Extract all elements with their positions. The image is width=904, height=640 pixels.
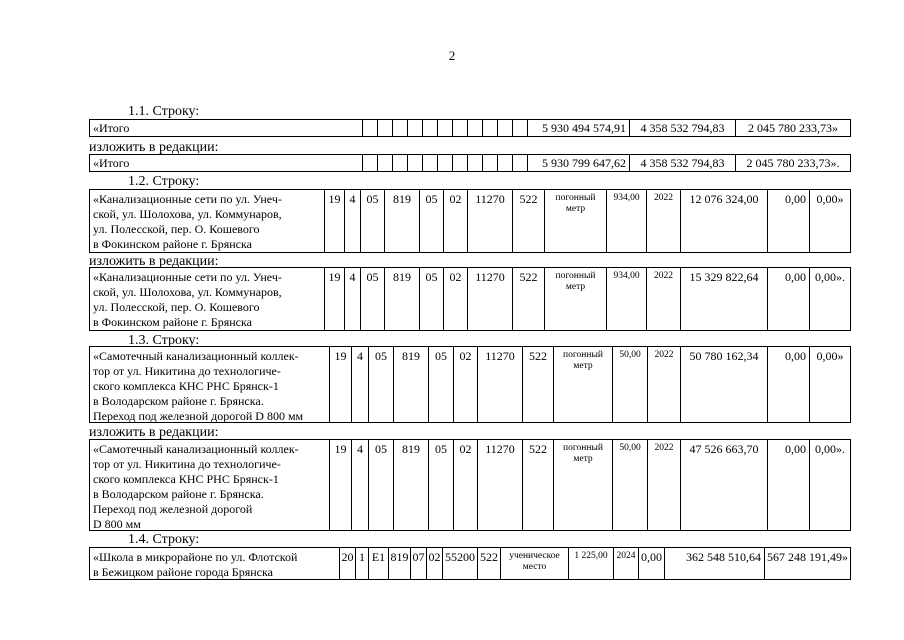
row-name [90,268,324,330]
code-cell: 05 [419,268,443,330]
row-name: «Итого [93,121,130,135]
code-cell: 55200 [442,548,477,579]
empty-cell [497,120,512,136]
unit-cell [553,440,612,530]
name-line: ского комплекса КНС РНС Брянск-1 [93,379,279,393]
name-line: «Канализационные сети по ул. Унеч- [93,270,282,284]
empty-cell [467,155,482,171]
table-row-kollektor-new [89,439,851,531]
row-name [90,440,329,530]
code-cell: 11270 [467,190,512,252]
empty-cell [482,155,497,171]
empty-cell [407,120,422,136]
total-cell: 5 930 494 574,91 [527,120,629,136]
code-cell: 522 [522,440,553,530]
row-name [90,347,329,422]
value-cell: 0,00 [767,190,809,252]
code-cell: 02 [443,190,467,252]
code-cell: 819 [388,548,410,579]
name-line: в Фокинском районе г. Брянска [93,237,252,251]
year2-cell: 2 045 780 233,73». [735,155,850,171]
sum-cell: 15 329 822,64 [680,268,767,330]
code-cell: 20 [339,548,355,579]
code-cell: 11270 [477,347,522,422]
table-row-kollektor-old [89,346,851,423]
section-heading-1-2: 1.2. Строку: [128,174,200,189]
name-line: тор от ул. Никитина до технологиче- [93,457,281,471]
name-line: тор от ул. Никитина до технологиче- [93,364,281,378]
value-cell: 0,00» [809,347,850,422]
code-cell: 05 [368,440,393,530]
code-cell: 19 [329,347,351,422]
code-cell: 07 [410,548,426,579]
year-cell: 2022 [646,190,680,252]
value-cell: 0,00 [767,268,809,330]
empty-cell [482,120,497,136]
unit-cell [553,347,612,422]
code-cell: 522 [477,548,500,579]
code-cell: 05 [419,190,443,252]
value-cell: 0,00» [809,190,850,252]
empty-cell [437,120,452,136]
empty-cell [467,120,482,136]
section-heading-1-1: 1.1. Строку: [128,104,200,119]
name-line: «Школа в микрорайоне по ул. Флотской [93,550,298,564]
empty-cell [512,155,527,171]
unit-line: погонный [563,350,603,360]
value-cell: 0,00 [638,548,664,579]
code-cell: 4 [351,347,368,422]
empty-cell [452,155,467,171]
code-cell: 4 [351,440,368,530]
code-cell: 4 [344,190,360,252]
name-line: D 800 мм [93,517,141,530]
value-cell: 0,00 [767,347,809,422]
section-heading-1-3: 1.3. Строку: [128,333,200,348]
row-name: «Итого [93,156,130,170]
empty-cell [452,120,467,136]
qty-cell: 1 225,00 [568,548,613,579]
name-line: в Володарском районе г. Брянска. [93,487,264,501]
code-cell: 19 [329,440,351,530]
unit-line: погонный [555,271,596,281]
empty-cell [362,120,377,136]
code-cell: 02 [453,440,477,530]
code-cell: 11270 [467,268,512,330]
section-heading-1-4: 1.4. Строку: [128,532,200,547]
sum-cell: 362 548 510,64 [664,548,764,579]
name-line: в Фокинском районе г. Брянска [93,315,252,329]
code-cell: 02 [426,548,442,579]
code-cell: 819 [393,347,428,422]
code-cell: 522 [522,347,553,422]
row-name [90,548,339,579]
unit-line: погонный [555,193,596,203]
value-cell: 0,00 [767,440,809,530]
code-cell: 819 [384,268,419,330]
year-cell: 2022 [646,268,680,330]
code-cell: Е1 [368,548,388,579]
code-cell: 522 [512,268,544,330]
code-cell: 522 [512,190,544,252]
empty-cell [422,120,437,136]
qty-cell: 934,00 [606,190,646,252]
page-number: 2 [448,48,456,63]
table-row-shkola [89,547,851,580]
qty-cell: 50,00 [612,440,647,530]
name-line: ского комплекса КНС РНС Брянск-1 [93,472,279,486]
value-cell: 0,00». [809,268,850,330]
empty-cell [512,120,527,136]
code-cell: 19 [324,268,344,330]
code-cell: 4 [344,268,360,330]
unit-cell [544,268,606,330]
replace-label-1-2: изложить в редакции: [89,254,219,269]
empty-cell [392,120,407,136]
year-cell: 2022 [647,347,680,422]
name-line: ул. Полесской, пер. О. Кошевого [93,300,260,314]
name-line: Переход под железной дорогой [93,502,253,516]
sum-cell: 47 526 663,70 [680,440,767,530]
code-cell: 02 [453,347,477,422]
sum-cell: 50 780 162,34 [680,347,767,422]
unit-line: ученическое [509,551,560,561]
code-cell: 05 [428,440,453,530]
table-row-kanal-old [89,189,851,253]
code-cell: 11270 [477,440,522,530]
unit-cell [544,190,606,252]
code-cell: 1 [355,548,368,579]
name-line: ул. Полесской, пер. О. Кошевого [93,222,260,236]
table-row-kanal-new [89,267,851,331]
replace-label-1-1: изложить в редакции: [89,140,219,155]
unit-cell [500,548,568,579]
empty-cell [497,155,512,171]
name-line: ской, ул. Шолохова, ул. Коммунаров, [93,285,282,299]
unit-line: метр [565,282,586,292]
row-name [90,190,324,252]
total-cell: 5 930 799 647,62 [527,155,629,171]
year1-cell: 4 358 532 794,83 [629,120,735,136]
code-cell: 05 [360,268,384,330]
name-line: ской, ул. Шолохова, ул. Коммунаров, [93,207,282,221]
code-cell: 819 [384,190,419,252]
code-cell: 819 [393,440,428,530]
year2-cell: 2 045 780 233,73» [735,120,850,136]
unit-line: метр [573,361,593,371]
unit-line: погонный [563,443,603,453]
name-line: «Канализационные сети по ул. Унеч- [93,192,282,206]
code-cell: 05 [360,190,384,252]
qty-cell: 934,00 [606,268,646,330]
qty-cell: 50,00 [612,347,647,422]
name-line: в Володарском районе г. Брянска. [93,394,264,408]
unit-line: метр [565,204,586,214]
year1-cell: 4 358 532 794,83 [629,155,735,171]
empty-cell [362,155,377,171]
table-row-itogo-old [89,119,851,137]
year-cell: 2022 [647,440,680,530]
sum-cell: 12 076 324,00 [680,190,767,252]
name-line: «Самотечный канализационный коллек- [93,442,299,456]
code-cell: 02 [443,268,467,330]
unit-line: метр [573,454,593,464]
unit-line: место [522,562,547,572]
empty-cell [392,155,407,171]
table-row-itogo-new [89,154,851,172]
empty-cell [437,155,452,171]
empty-cell [407,155,422,171]
code-cell: 05 [428,347,453,422]
empty-cell [422,155,437,171]
value-cell: 0,00». [809,440,850,530]
code-cell: 05 [368,347,393,422]
sum-cell: 567 248 191,49» [764,548,850,579]
name-line: в Бежицком районе города Брянска [93,565,273,579]
name-line: Переход под железной дорогой D 800 мм [93,409,304,422]
replace-label-1-3: изложить в редакции: [89,425,219,440]
empty-cell [377,155,392,171]
empty-cell [377,120,392,136]
name-line: «Самотечный канализационный коллек- [93,349,299,363]
code-cell: 19 [324,190,344,252]
year-cell: 2024 [613,548,638,579]
